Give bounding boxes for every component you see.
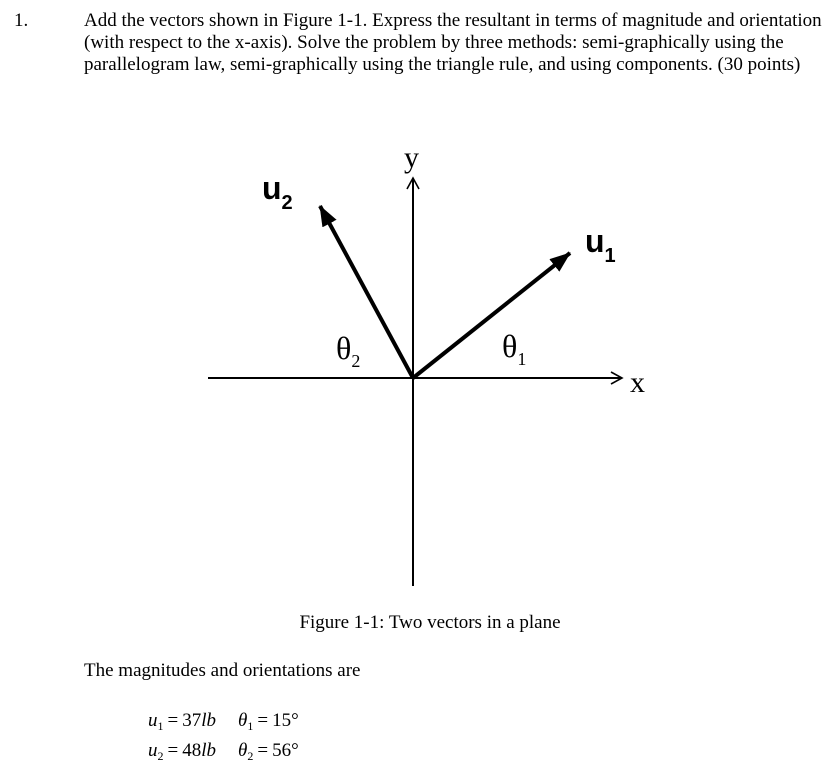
magnitude-unit: lb bbox=[201, 710, 216, 731]
magnitude-unit: lb bbox=[201, 740, 216, 761]
vector-u1-arrow bbox=[413, 253, 570, 378]
x-axis-label: x bbox=[630, 366, 645, 399]
angle-sub: 2 bbox=[247, 749, 254, 763]
magnitude-var: u bbox=[148, 710, 158, 731]
vector-u2-arrow bbox=[320, 206, 413, 378]
problem-statement: Add the vectors shown in Figure 1-1. Express the resultant in terms of magnitude and orientation (with respect to the x-axis). Solve the problem by three methods: semi-graphically using the parallelogram law, semi-graphically using the triangle rule, and using components. (30 points) bbox=[84, 10, 822, 75]
vector-u2-label: $u_2$ bbox=[262, 170, 293, 214]
angle-value: 56° bbox=[272, 740, 299, 761]
theta1-label: $\theta_1$ bbox=[502, 328, 527, 369]
given-row-2: $u_2 = 48lb$ $\theta_2 = 56^\circ$ bbox=[148, 740, 299, 763]
magnitude-value: 37 bbox=[182, 710, 202, 731]
given-intro: The magnitudes and orientations are bbox=[84, 660, 361, 681]
problem-number: 1. bbox=[14, 10, 29, 31]
angle-sub: 1 bbox=[247, 719, 254, 733]
magnitude-sub: 2 bbox=[157, 749, 164, 763]
figure-caption: Figure 1-1: Two vectors in a plane bbox=[299, 612, 561, 633]
angle-value: 15° bbox=[272, 710, 299, 731]
magnitude-var: u bbox=[148, 740, 158, 761]
given-row-1: $u_1 = 37lb$ $\theta_1 = 15^\circ$ bbox=[148, 710, 299, 733]
y-axis-label: y bbox=[404, 141, 419, 174]
angle-var: θ bbox=[238, 740, 248, 761]
magnitude-value: 48 bbox=[182, 740, 202, 761]
angle-var: θ bbox=[238, 710, 248, 731]
vector-u1-label: $u_1$ bbox=[585, 223, 616, 267]
magnitude-sub: 1 bbox=[157, 719, 164, 733]
theta2-label: $\theta_2$ bbox=[336, 330, 361, 371]
